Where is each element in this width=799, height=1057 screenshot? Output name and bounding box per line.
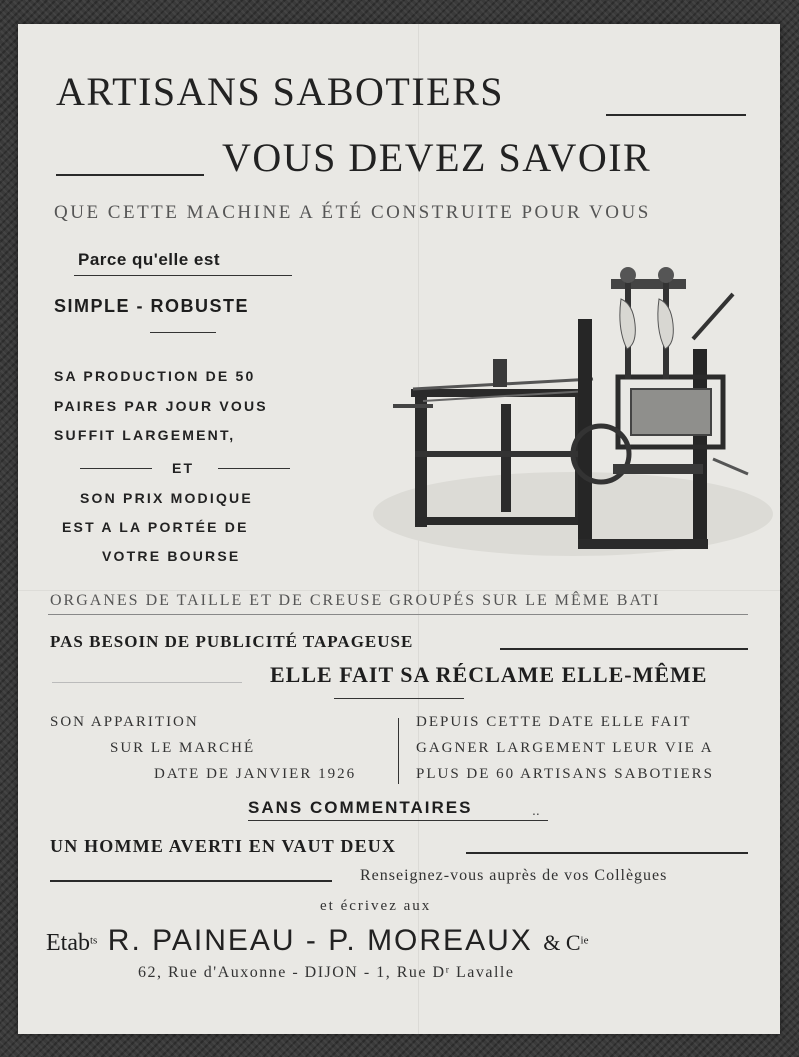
machine-lever — [713, 459, 748, 474]
sans-commentaires-dots: .. — [532, 802, 540, 818]
machine-frame-inner — [631, 389, 711, 435]
renseignez-rule — [50, 880, 332, 882]
company-signature — [46, 924, 588, 958]
ecrivez-text: et écrivez aux — [320, 898, 432, 914]
apparition-divider — [398, 718, 399, 784]
renseignez-text: Renseignez-vous auprès de vos Collègues — [360, 867, 668, 884]
machine-handwheel — [658, 267, 674, 283]
production-line-3: SUFFIT LARGEMENT, — [54, 427, 236, 443]
apparition-right-2: GAGNER LARGEMENT LEUR VIE A — [416, 740, 714, 756]
sans-commentaires-underline — [248, 820, 548, 821]
machine-base-right — [578, 539, 708, 549]
reclame-faint-rule — [52, 682, 242, 683]
machine-leg — [501, 404, 511, 512]
homme-averti: UN HOMME AVERTI EN VAUT DEUX — [50, 836, 397, 856]
organes-text: ORGANES DE TAILLE ET DE CREUSE GROUPÉS SUR LE MÊME BATI — [50, 592, 661, 609]
machine-lever — [693, 294, 733, 339]
reclame-underline — [334, 698, 464, 699]
apparition-right-3: PLUS DE 60 ARTISANS SABOTIERS — [416, 766, 714, 782]
production-line-2: PAIRES PAR JOUR VOUS — [54, 398, 268, 414]
machine-base — [415, 517, 587, 525]
homme-averti-rule — [466, 852, 748, 854]
simple-robuste: SIMPLE - ROBUSTE — [54, 296, 250, 316]
headline-line1: ARTISANS SABOTIERS — [56, 69, 504, 114]
sabot-clog-left — [620, 299, 635, 349]
apparition-right-1: DEPUIS CETTE DATE ELLE FAIT — [416, 714, 692, 730]
publicite-rule — [500, 648, 748, 650]
machine-leg — [415, 397, 427, 527]
organes-underline — [48, 614, 748, 615]
company-suffix: & C — [543, 930, 581, 955]
et-text: ET — [172, 460, 195, 476]
headline-line2: VOUS DEVEZ SAVOIR — [222, 135, 652, 180]
price-line-2: EST A LA PORTÉE DE — [62, 519, 249, 535]
etab-label: Etab — [46, 930, 90, 956]
subtitle: QUE CETTE MACHINE A ÉTÉ CONSTRUITE POUR VOUS — [54, 202, 651, 223]
clog-making-machine-icon — [363, 239, 773, 569]
sans-commentaires: SANS COMMENTAIRES — [248, 798, 473, 817]
machine-crossbar — [613, 464, 703, 474]
et-rule-left — [80, 468, 152, 469]
headline-rule-left — [56, 174, 204, 176]
price-line-1: SON PRIX MODIQUE — [80, 490, 253, 506]
etab-superscript: ts — [89, 934, 98, 947]
parce-underline — [74, 275, 292, 276]
parce-text: Parce qu'elle est — [78, 250, 221, 269]
company-names: R. PAINEAU - P. MOREAUX — [107, 924, 533, 957]
apparition-left-3: DATE DE JANVIER 1926 — [154, 766, 357, 782]
headline-rule-right — [606, 114, 746, 116]
poster-sheet — [18, 24, 780, 1034]
et-rule-right — [218, 468, 290, 469]
machine-floor-shadow — [373, 472, 773, 556]
reclame-text: ELLE FAIT SA RÉCLAME ELLE-MÊME — [270, 662, 708, 687]
sabot-clog-right — [658, 299, 673, 349]
machine-rail — [393, 404, 433, 408]
production-line-1: SA PRODUCTION DE 50 — [54, 368, 256, 384]
price-line-3: VOTRE BOURSE — [102, 548, 241, 564]
machine-motor — [493, 359, 507, 387]
machine-crossbar — [415, 451, 587, 457]
address-text: 62, Rue d'Auxonne - DIJON - 1, Rue Dʳ Lavalle — [138, 964, 515, 981]
apparition-left-2: SUR LE MARCHÉ — [110, 740, 256, 756]
publicite-text: PAS BESOIN DE PUBLICITÉ TAPAGEUSE — [50, 632, 414, 651]
company-suffix-superscript: ie — [580, 934, 589, 947]
simple-underline — [150, 332, 216, 333]
apparition-left-1: SON APPARITION — [50, 714, 199, 730]
fold-crease-horizontal — [18, 590, 780, 591]
machine-handwheel — [620, 267, 636, 283]
